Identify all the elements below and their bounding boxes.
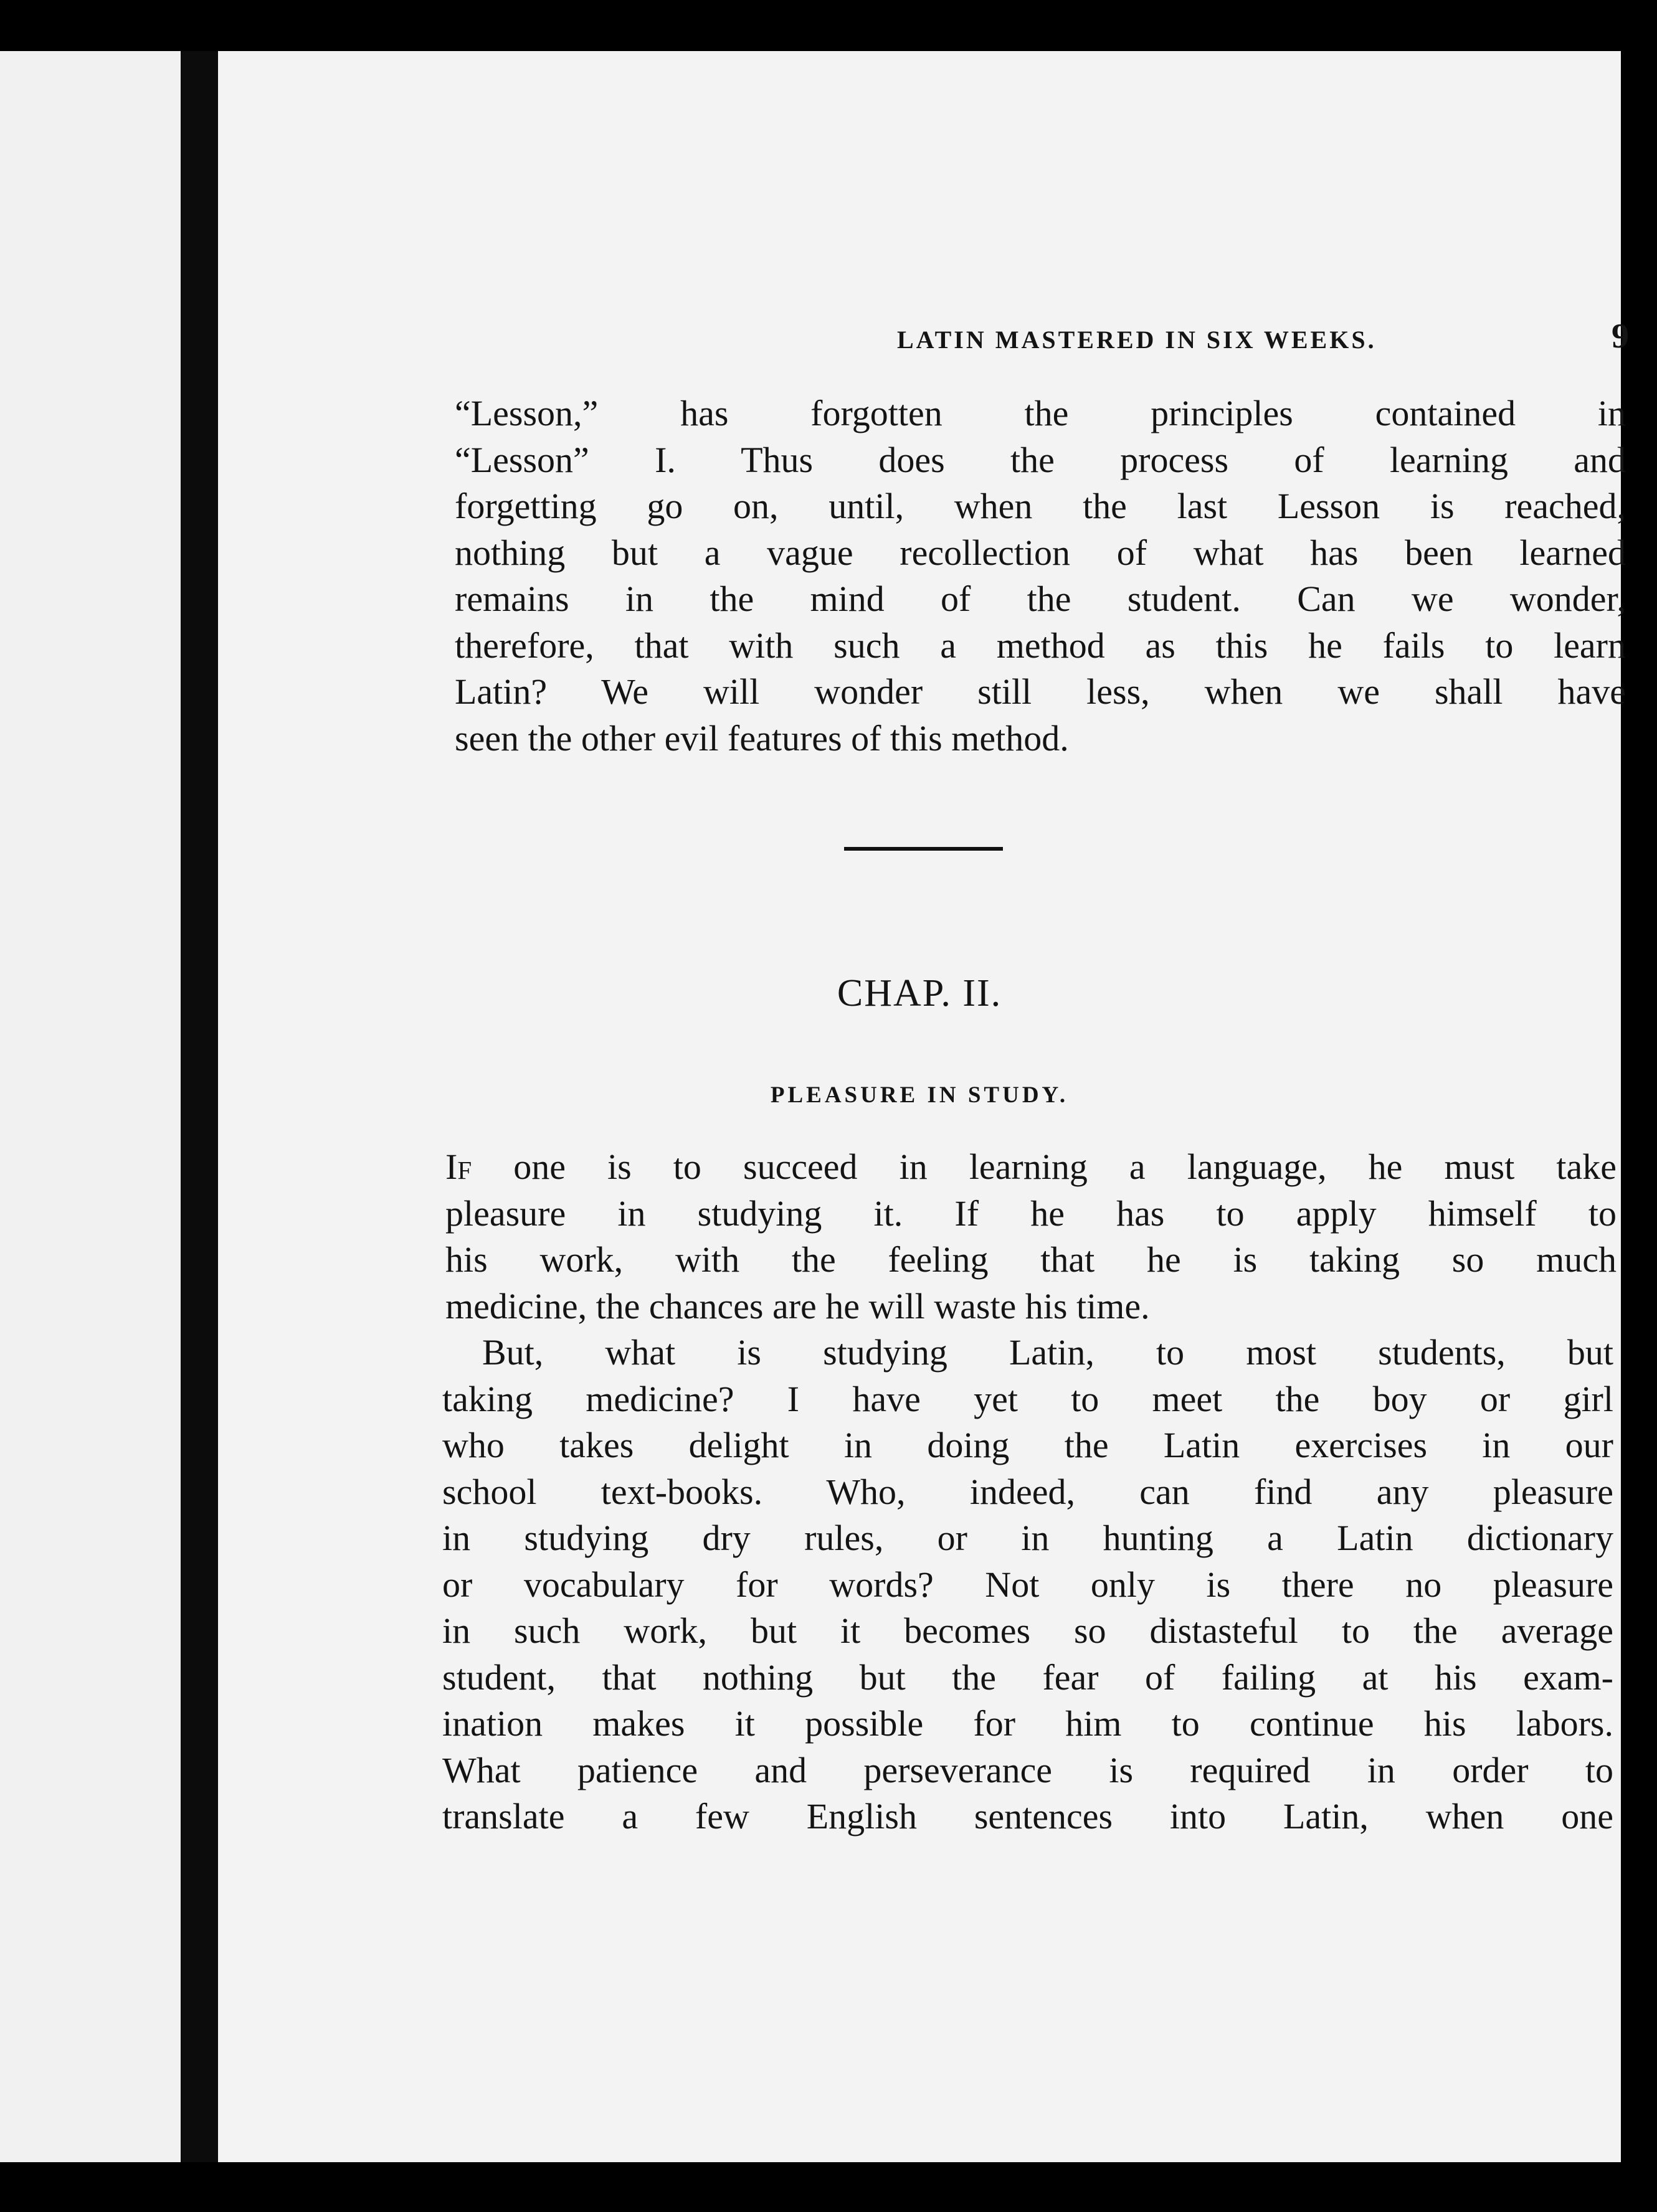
text-line: “Lesson” I. Thus does the process of learning and	[455, 439, 1626, 480]
text-line: school text-books. Who, indeed, can find any pleasure	[442, 1471, 1613, 1512]
initial-word: If	[445, 1146, 472, 1187]
text-line: What patience and perseverance is required in order to	[442, 1749, 1613, 1790]
book-gutter	[181, 51, 218, 2162]
running-head	[458, 319, 1629, 362]
text-line: seen the other evil features of this method.	[455, 717, 1069, 759]
text-line: Latin? We will wonder still less, when we shall have	[455, 671, 1626, 712]
text-line: medicine, the chances are he will waste his time.	[445, 1285, 1150, 1326]
text-line: or vocabulary for words? Not only is there no pleasure	[442, 1564, 1613, 1605]
section-divider-rule	[844, 847, 1003, 851]
text-line: forgetting go on, until, when the last Lesson is reached,	[455, 486, 1626, 526]
continuation-paragraph	[455, 390, 1626, 762]
chapter-subheading: PLEASURE IN STUDY.	[770, 1082, 1069, 1108]
text-line: pleasure in studying it. If he has to apply himself to	[445, 1193, 1617, 1234]
book-page	[218, 51, 1629, 2162]
chapter-heading: CHAP. II.	[837, 972, 1002, 1014]
text-line: ination makes it possible for him to continue his labors.	[442, 1703, 1613, 1744]
text-line	[445, 1144, 1617, 1191]
page-number: 9	[1612, 317, 1629, 356]
text-line: nothing but a vague recollection of what has been learned	[455, 532, 1626, 573]
text-line: who takes delight in doing the Latin exercises in our	[442, 1425, 1613, 1465]
running-title: LATIN MASTERED IN SIX WEEKS.	[897, 326, 1377, 354]
text-line: taking medicine? I have yet to meet the boy or girl	[442, 1378, 1613, 1419]
paragraph-1	[445, 1144, 1617, 1330]
text-fragment: one is to succeed in learning a language, he must take	[472, 1146, 1617, 1187]
text-line: therefore, that with such a method as this he fails to learn	[455, 625, 1626, 666]
text-line: But, what is studying Latin, to most students, but	[482, 1332, 1613, 1373]
text-line: translate a few English sentences into Latin, when one	[442, 1796, 1613, 1836]
facing-page-edge	[0, 51, 181, 2162]
paragraph-2	[442, 1330, 1613, 1840]
text-line: in such work, but it becomes so distasteful to the average	[442, 1610, 1613, 1651]
text-line: student, that nothing but the fear of failing at his exam-	[442, 1657, 1613, 1698]
text-line: in studying dry rules, or in hunting a Latin dictionary	[442, 1518, 1613, 1558]
text-line: his work, with the feeling that he is taking so much	[445, 1239, 1617, 1280]
text-line: “Lesson,” has forgotten the principles contained in	[455, 393, 1626, 433]
text-line: remains in the mind of the student. Can we wonder,	[455, 579, 1626, 619]
